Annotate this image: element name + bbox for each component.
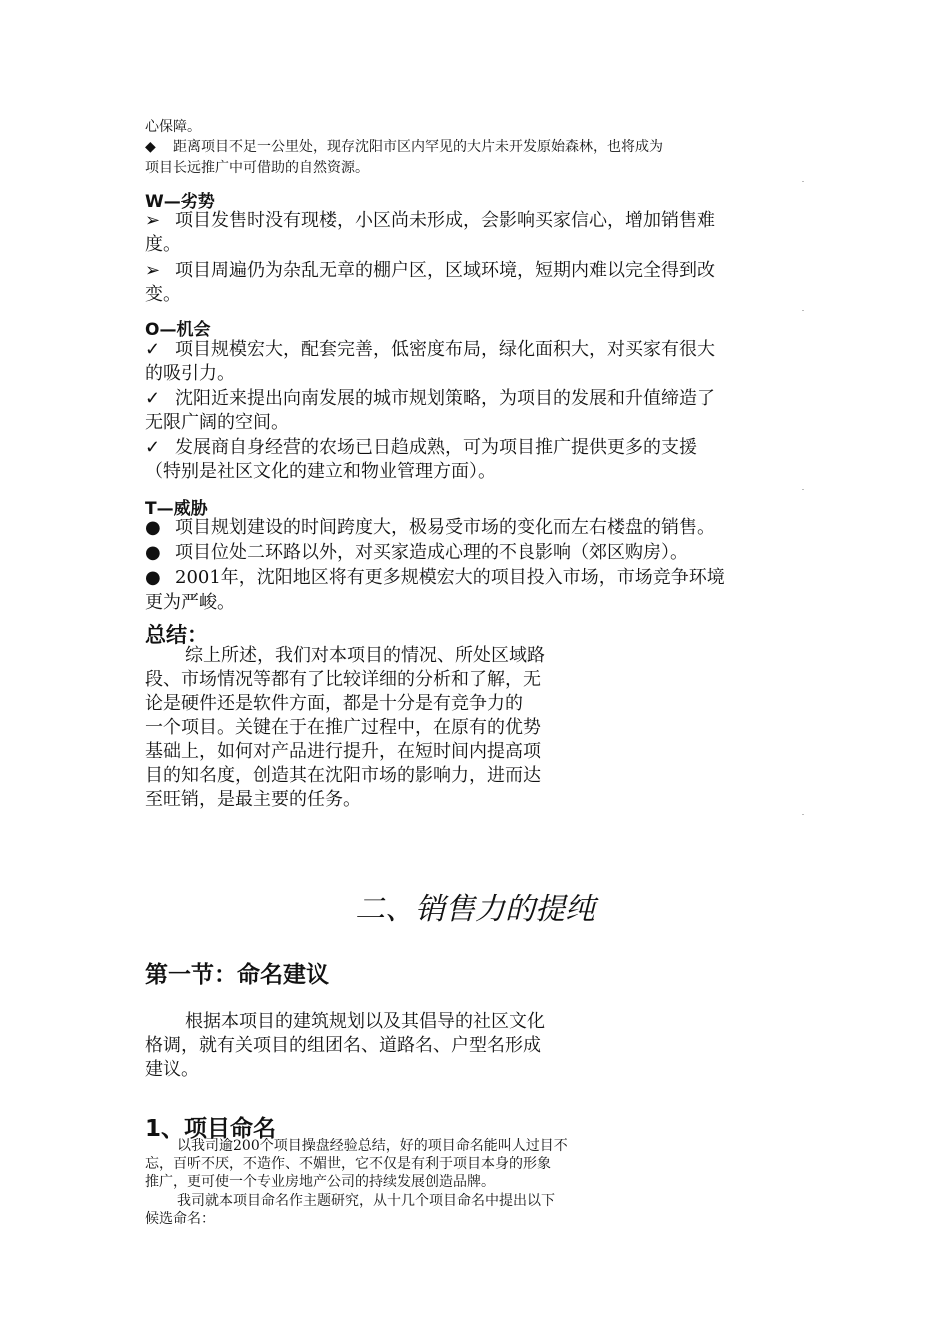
diamond-bullet-icon: ◆ (145, 139, 156, 155)
check-bullet-icon: ✓ (145, 339, 161, 360)
strength-item-cont: 项目长远推广中可借助的自然资源。 (145, 160, 369, 176)
summary-line: 至旺销，是最主要的任务。 (145, 789, 361, 810)
summary-heading: 总结： (145, 623, 208, 647)
threat-item: ● 项目位处二环路以外，对买家造成心理的不良影响（郊区购房）。 (145, 542, 688, 563)
summary-line: 一个项目。关键在于在推广过程中，在原有的优势 (145, 717, 541, 738)
summary-line: 目的知名度，创造其在沈阳市场的影响力，进而达 (145, 765, 541, 786)
opportunity-item: ✓ 发展商自身经营的农场已日趋成熟，可为项目推广提供更多的支援 (145, 437, 697, 458)
section-paragraph-line: 根据本项目的建筑规划以及其倡导的社区文化 (185, 1011, 545, 1032)
summary-line: 基础上，如何对产品进行提升，在短时间内提高项 (145, 741, 541, 762)
dot-bullet-icon: ● (145, 567, 161, 588)
opportunity-item-cont: （特别是社区文化的建立和物业管理方面）。 (145, 461, 496, 482)
threat-item: ● 2001年，沈阳地区将有更多规模宏大的项目投入市场，市场竞争环境 (145, 567, 725, 588)
threat-item-cont: 更为严峻。 (145, 592, 235, 613)
weakness-item: ➢ 项目发售时没有现楼，小区尚未形成，会影响买家信心，增加销售难 (145, 210, 715, 231)
naming-heading: 1、项目命名 (145, 1116, 277, 1142)
opportunity-item: ✓ 项目规模宏大，配套完善，低密度布局，绿化面积大，对买家有很大 (145, 339, 715, 360)
check-bullet-icon: ✓ (145, 437, 161, 458)
section-title: 第一节：命名建议 (145, 962, 329, 988)
summary-line: 段、市场情况等都有了比较详细的分析和了解，无 (145, 669, 541, 690)
weakness-item-cont: 变。 (145, 284, 181, 305)
section-paragraph-line: 建议。 (145, 1059, 199, 1080)
summary-line: 论是硬件还是软件方面，都是十分是有竞争力的 (145, 693, 523, 714)
naming-line: 我司就本项目命名作主题研究，从十几个项目命名中提出以下 (177, 1193, 555, 1209)
naming-line: 忘，百听不厌，不造作、不媚世，它不仅是有利于项目本身的形象 (145, 1156, 551, 1172)
check-bullet-icon: ✓ (145, 388, 161, 409)
naming-line: 以我司逾200个项目操盘经验总结，好的项目命名能叫人过目不 (177, 1138, 568, 1154)
weakness-heading: W—劣势 (145, 192, 215, 212)
opportunity-heading: O—机会 (145, 320, 211, 340)
opportunity-item: ✓ 沈阳近来提出向南发展的城市规划策略，为项目的发展和升值缔造了 (145, 388, 715, 409)
section-paragraph-line: 格调，就有关项目的组团名、道路名、户型名形成 (145, 1035, 541, 1056)
opportunity-item-cont: 无限广阔的空间。 (145, 412, 289, 433)
chapter-title: 二、销售力的提纯 (355, 892, 595, 927)
strength-item: ◆ 距离项目不足一公里处，现存沈阳市区内罕见的大片未开发原始森林，也将成为 (145, 139, 663, 155)
arrow-bullet-icon: ➢ (145, 210, 161, 231)
weakness-item-cont: 度。 (145, 234, 181, 255)
weakness-item: ➢ 项目周遍仍为杂乱无章的棚户区，区域环境，短期内难以完全得到改 (145, 260, 715, 281)
naming-line: 推广，更可使一个专业房地产公司的持续发展创造品牌。 (145, 1174, 495, 1190)
strength-tail-line: 心保障。 (145, 119, 201, 135)
naming-line: 候选命名： (145, 1211, 215, 1227)
arrow-bullet-icon: ➢ (145, 260, 161, 281)
dot-bullet-icon: ● (145, 517, 161, 538)
threat-item: ● 项目规划建设的时间跨度大，极易受市场的变化而左右楼盘的销售。 (145, 517, 715, 538)
opportunity-item-cont: 的吸引力。 (145, 363, 235, 384)
threat-heading: T—威胁 (145, 499, 208, 519)
dot-bullet-icon: ● (145, 542, 161, 563)
summary-line: 综上所述，我们对本项目的情况、所处区域路 (185, 645, 545, 666)
